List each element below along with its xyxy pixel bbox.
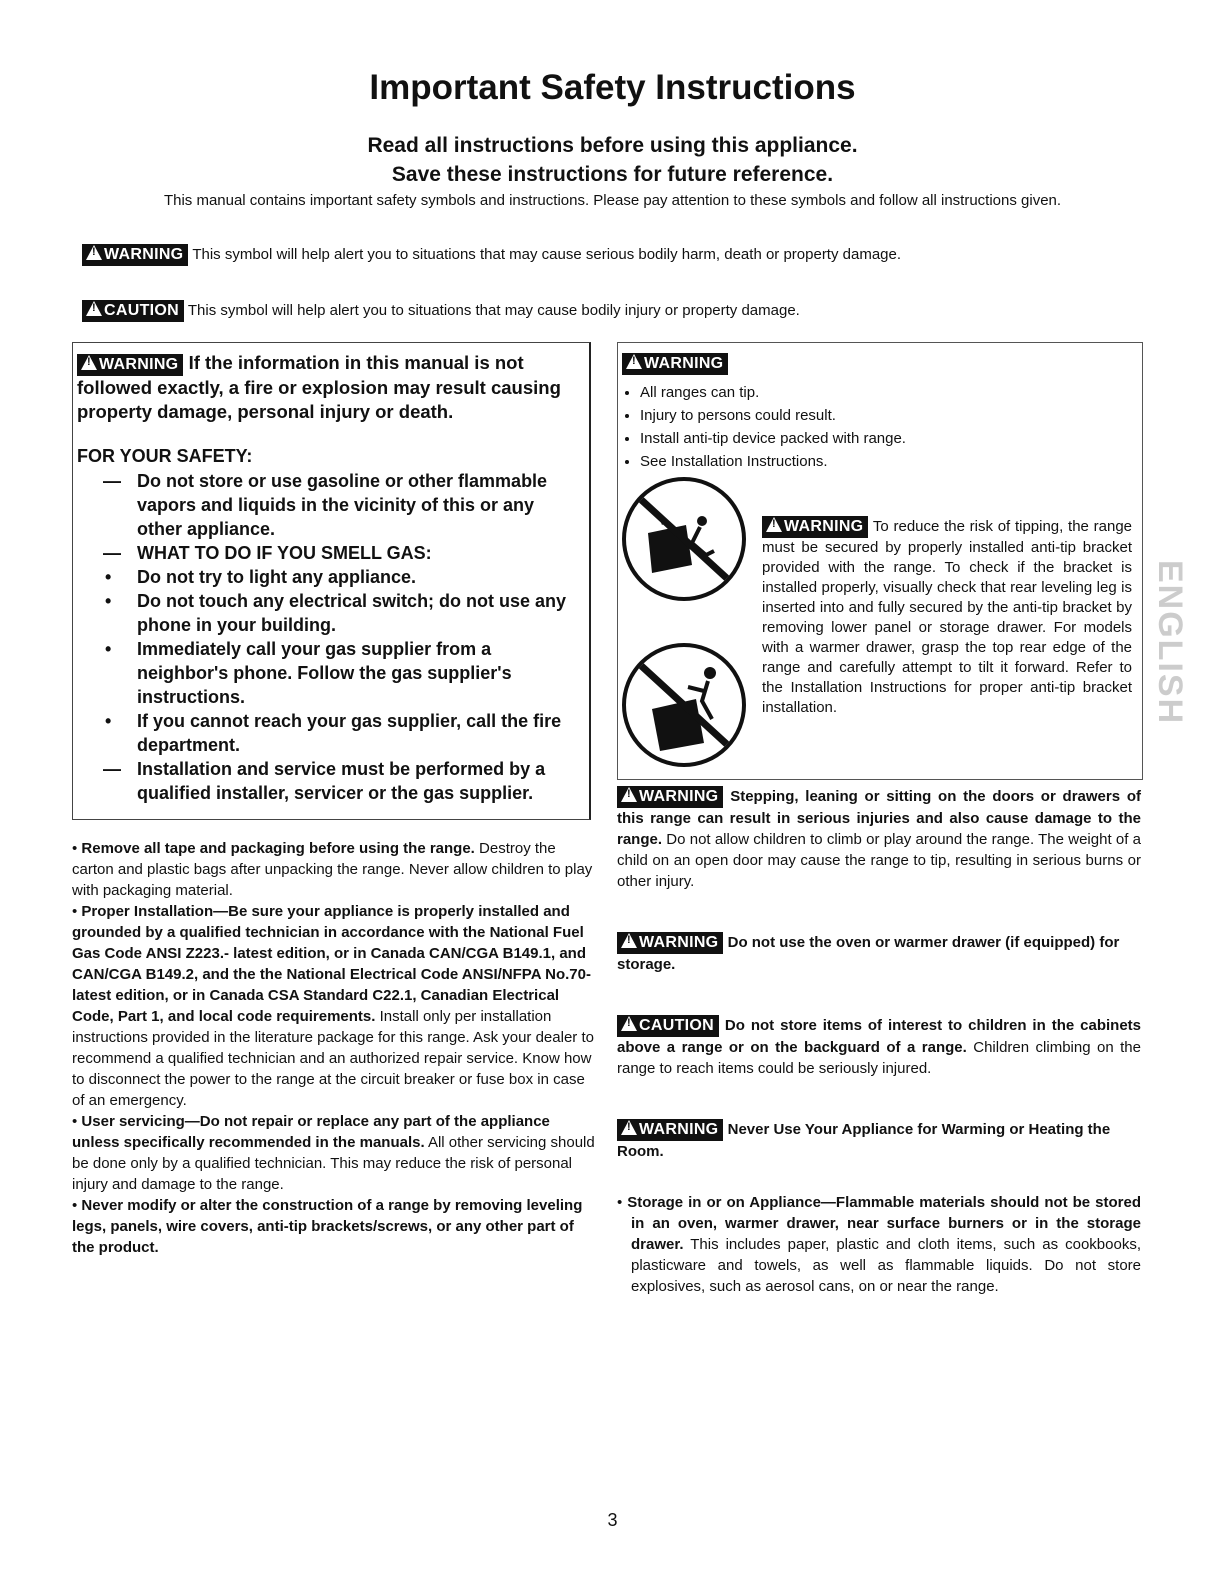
safety-item: • Do not touch any electrical switch; do not use any phone in your building. [105, 591, 567, 635]
safety-item: — Do not store or use gasoline or other flammable vapors and liquids in the vicinity of this or any other appliance. [103, 471, 548, 539]
left-bullet-list [72, 838, 596, 1258]
list-item: • Proper Installation—Be sure your appliance is properly installed and grounded by a qualified technician in accordance with the National Fuel Gas Code ANSI Z223.- latest edition, or in Canada CAN/CGA B149.1, and CAN/CGA B149.2, and the the National Electrical Code ANSI/NFPA No.70-latest edition, or in Canada CSA Standard C22.1, Canadian Electrical Code, Part 1, and local code requirements. Install only per installation instructions provided in the literature package for this range. Ask your dealer to recommend a qualified technician and an authorized repair service. Know how to disconnect the power to the range at the circuit breaker or fuse box in case of an emergency. [72, 903, 594, 1109]
warning-triangle-icon [621, 787, 637, 802]
caution-symbol-line [82, 300, 800, 322]
caution-triangle-icon [621, 1016, 637, 1031]
caution-symbol-text: This symbol will help alert you to situations that may cause bodily injury or property damage. [187, 302, 800, 319]
right-notices [617, 786, 1141, 1297]
warning-symbol-line [82, 244, 901, 266]
tip-warning-box [617, 342, 1143, 780]
tip-list [622, 381, 906, 473]
notice-children: !CAUTION Do not store items of interest to children in the cabinets above a range or on the backguard of a range. Children climbing on the range to reach items could be seriously injured. [617, 1015, 1141, 1079]
warning-badge: !WARNING [617, 786, 723, 808]
warning-badge: !WARNING [617, 1119, 723, 1141]
side-tab-english: ENGLISH [1151, 560, 1189, 726]
gas-warning-box [72, 342, 591, 820]
list-item: • User servicing—Do not repair or replace any part of the appliance unless specifically recommended in the manuals. All other servicing should be done only by a qualified technician. This may reduce the risk of personal injury and damage to the range. [72, 1113, 595, 1193]
warning-badge: !WARNING [82, 244, 188, 266]
caution-badge: !CAUTION [617, 1015, 719, 1037]
warning-triangle-icon [621, 1120, 637, 1135]
warning-triangle-icon [626, 354, 642, 369]
safety-item: — WHAT TO DO IF YOU SMELL GAS: [103, 543, 432, 563]
notice-stepping: !WARNING Stepping, leaning or sitting on the doors or drawers of this range can result in serious injuries and also cause damage to the range. Do not allow children to climb or play around the range. The weight of a child on an open door may cause the range to tip, resulting in serious burns or other injury. [617, 786, 1141, 892]
safety-item: — Installation and service must be performed by a qualified installer, servicer or the gas supplier. [103, 759, 546, 803]
list-item: • Install anti-tip device packed with range. [640, 427, 906, 450]
subtitle-read: Read all instructions before using this appliance. [367, 134, 858, 157]
safety-item: • If you cannot reach your gas supplier, call the fire department. [105, 711, 562, 755]
page-number: 3 [607, 1510, 618, 1530]
list-item: • All ranges can tip. [640, 381, 906, 404]
list-item: • See Installation Instructions. [640, 450, 906, 473]
warning-badge: !WARNING [617, 932, 723, 954]
safety-item: • Do not try to light any appliance. [105, 567, 417, 587]
gas-warning-lead: !WARNING If the information in this manual is not followed exactly, a fire or explosion may result causing property damage, personal injury or death. [77, 351, 583, 424]
warning-badge: !WARNING [77, 354, 183, 376]
no-climb-range-icon [622, 643, 746, 767]
list-item: • Injury to persons could result. [640, 404, 906, 427]
list-item: • Never modify or alter the construction of a range by removing leveling legs, panels, wire covers, anti-tip brackets/screws, or any other part of the product. [72, 1197, 583, 1256]
page-title: Important Safety Instructions [369, 68, 856, 107]
warning-symbol-text: This symbol will help alert you to situations that may cause serious bodily harm, death or property damage. [192, 246, 902, 263]
list-item: • Remove all tape and packaging before using the range. Destroy the carton and plastic bags after unpacking the range. Never allow children to play with packaging material. [72, 840, 593, 899]
warning-triangle-icon [621, 933, 637, 948]
warning-triangle-icon [81, 355, 97, 370]
warning-badge: !WARNING [762, 516, 868, 538]
storage-bullet: • Storage in or on Appliance—Flammable materials should not be stored in an oven, warmer drawer, near surface burners or in the storage drawer. This includes paper, plastic and cloth items, such as cookbooks, plasticware and towels, as well as flammable liquids. Do not store explosives, such as aerosol cans, on or near the range. [617, 1194, 1142, 1295]
intro-text: This manual contains important safety symbols and instructions. Please pay attention to these symbols and follow all instructions given. [163, 192, 1062, 209]
notice-storage: !WARNING Do not use the oven or warmer drawer (if equipped) for storage. [617, 932, 1141, 975]
warning-triangle-icon [86, 245, 102, 260]
anti-tip-text: !WARNING To reduce the risk of tipping, the range must be secured by properly installed anti-tip bracket provided with the range. To check if the bracket is installed properly, visually check that rear leveling leg is inserted into and fully secured by the anti-tip bracket by removing lower panel or storage drawer. For models with a warmer drawer, grasp the top rear edge of the range and carefully attempt to tilt it forward. Refer to the Installation Instructions for proper anti-tip bracket installation. [762, 516, 1132, 718]
subtitle-save: Save these instructions for future reference. [391, 163, 834, 186]
warning-badge: !WARNING [622, 353, 728, 375]
caution-badge: !CAUTION [82, 300, 184, 322]
safety-item: • Immediately call your gas supplier from a neighbor's phone. Follow the gas supplier's instructions. [105, 639, 512, 707]
notice-heating: !WARNING Never Use Your Appliance for Warming or Heating the Room. [617, 1119, 1141, 1162]
warning-triangle-icon [766, 517, 782, 532]
caution-triangle-icon [86, 301, 102, 316]
no-tip-range-icon [622, 477, 746, 601]
safety-heading: FOR YOUR SAFETY: [77, 446, 253, 466]
